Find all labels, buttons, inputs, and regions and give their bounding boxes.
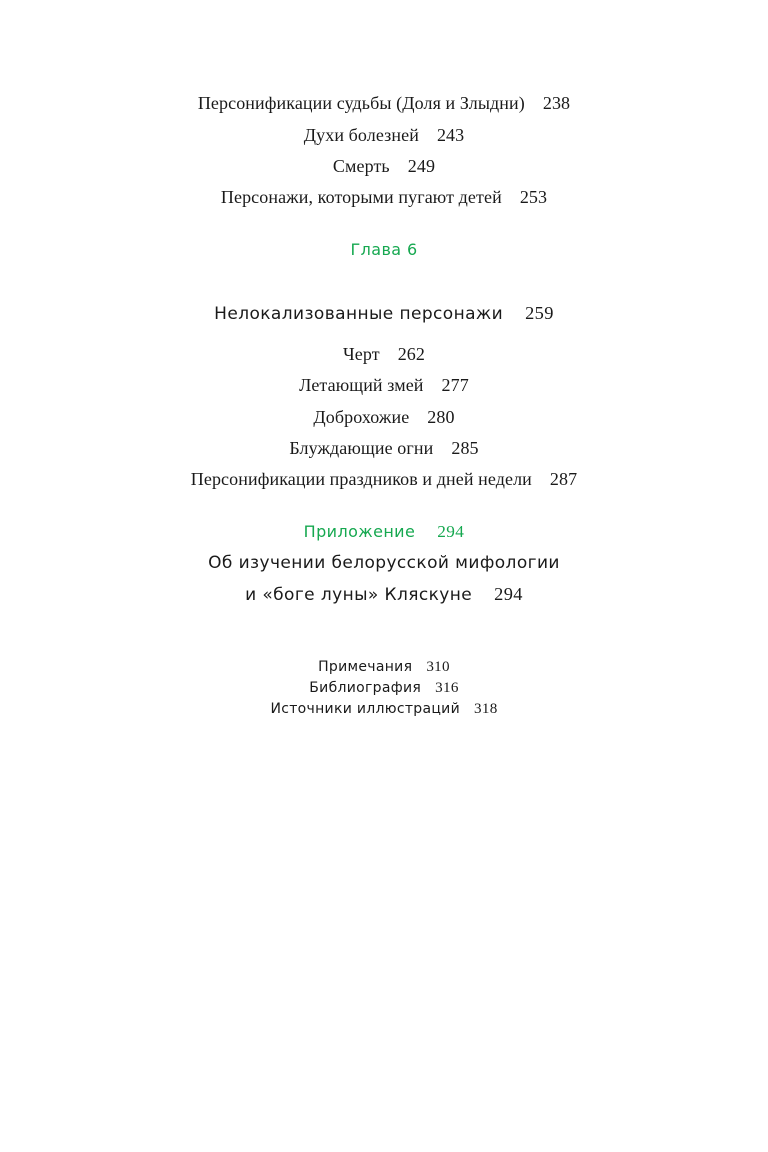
appendix-title-line-2-text: и «боге луны» Кляскуне [245,585,473,605]
back-matter-title: Примечания [318,659,413,675]
toc-entry[interactable] [0,407,768,428]
toc-entry-page: 238 [542,93,571,113]
toc-entry[interactable] [0,469,768,490]
toc-entry-page: 280 [427,407,455,427]
back-matter-page: 318 [473,701,498,717]
chapter-heading: Глава 6 [350,240,418,259]
appendix-title-page: 294 [494,584,523,604]
toc-entry-title: Черт [342,344,380,364]
toc-entry[interactable] [0,93,768,114]
toc-entry-page: 277 [441,375,469,395]
back-matter-entry[interactable] [0,659,768,676]
appendix-title-line-1[interactable]: Об изучении белорусской мифологии [208,553,560,573]
back-matter-entry[interactable] [0,680,768,697]
toc-entry[interactable] [0,187,768,208]
back-matter-title: Библиография [309,680,422,696]
toc-entry-title: Персонификации праздников и дней недели [190,469,532,489]
back-matter-page: 310 [426,659,450,675]
appendix-heading-text: Приложение [303,522,416,541]
toc-entry[interactable] [0,344,768,365]
toc-entry-page: 249 [407,156,436,176]
toc-entry-page: 287 [549,469,578,489]
toc-entry-title: Летающий змей [299,375,424,395]
toc-entry[interactable] [0,156,768,177]
back-matter-title: Источники иллюстраций [270,701,460,717]
back-matter-entry[interactable] [0,701,768,718]
toc-entry-title: Духи болезней [303,125,419,145]
toc-entry-title: Персонификации судьбы (Доля и Злыдни) [197,93,525,113]
chapter-section-title[interactable] [0,303,768,324]
back-matter-page: 316 [435,680,459,696]
toc-entry-page: 262 [397,344,426,364]
toc-entry-title: Смерть [332,156,390,176]
toc-entry-page: 253 [519,187,548,207]
toc-entry[interactable] [0,375,768,396]
toc-entry-title: Персонажи, которыми пугают детей [220,187,502,207]
chapter-section-page: 259 [525,303,554,323]
appendix-heading[interactable] [0,522,768,542]
appendix-heading-page: 294 [437,522,465,541]
toc-entry-page: 285 [451,438,479,458]
toc-entry[interactable] [0,125,768,146]
chapter-section-title-text: Нелокализованные персонажи [214,304,504,324]
appendix-title-line-2[interactable] [0,584,768,605]
toc-entry-title: Блуждающие огни [289,438,434,458]
toc-entry[interactable] [0,438,768,459]
toc-entry-page: 243 [436,125,465,145]
toc-entry-title: Доброхожие [313,407,410,427]
